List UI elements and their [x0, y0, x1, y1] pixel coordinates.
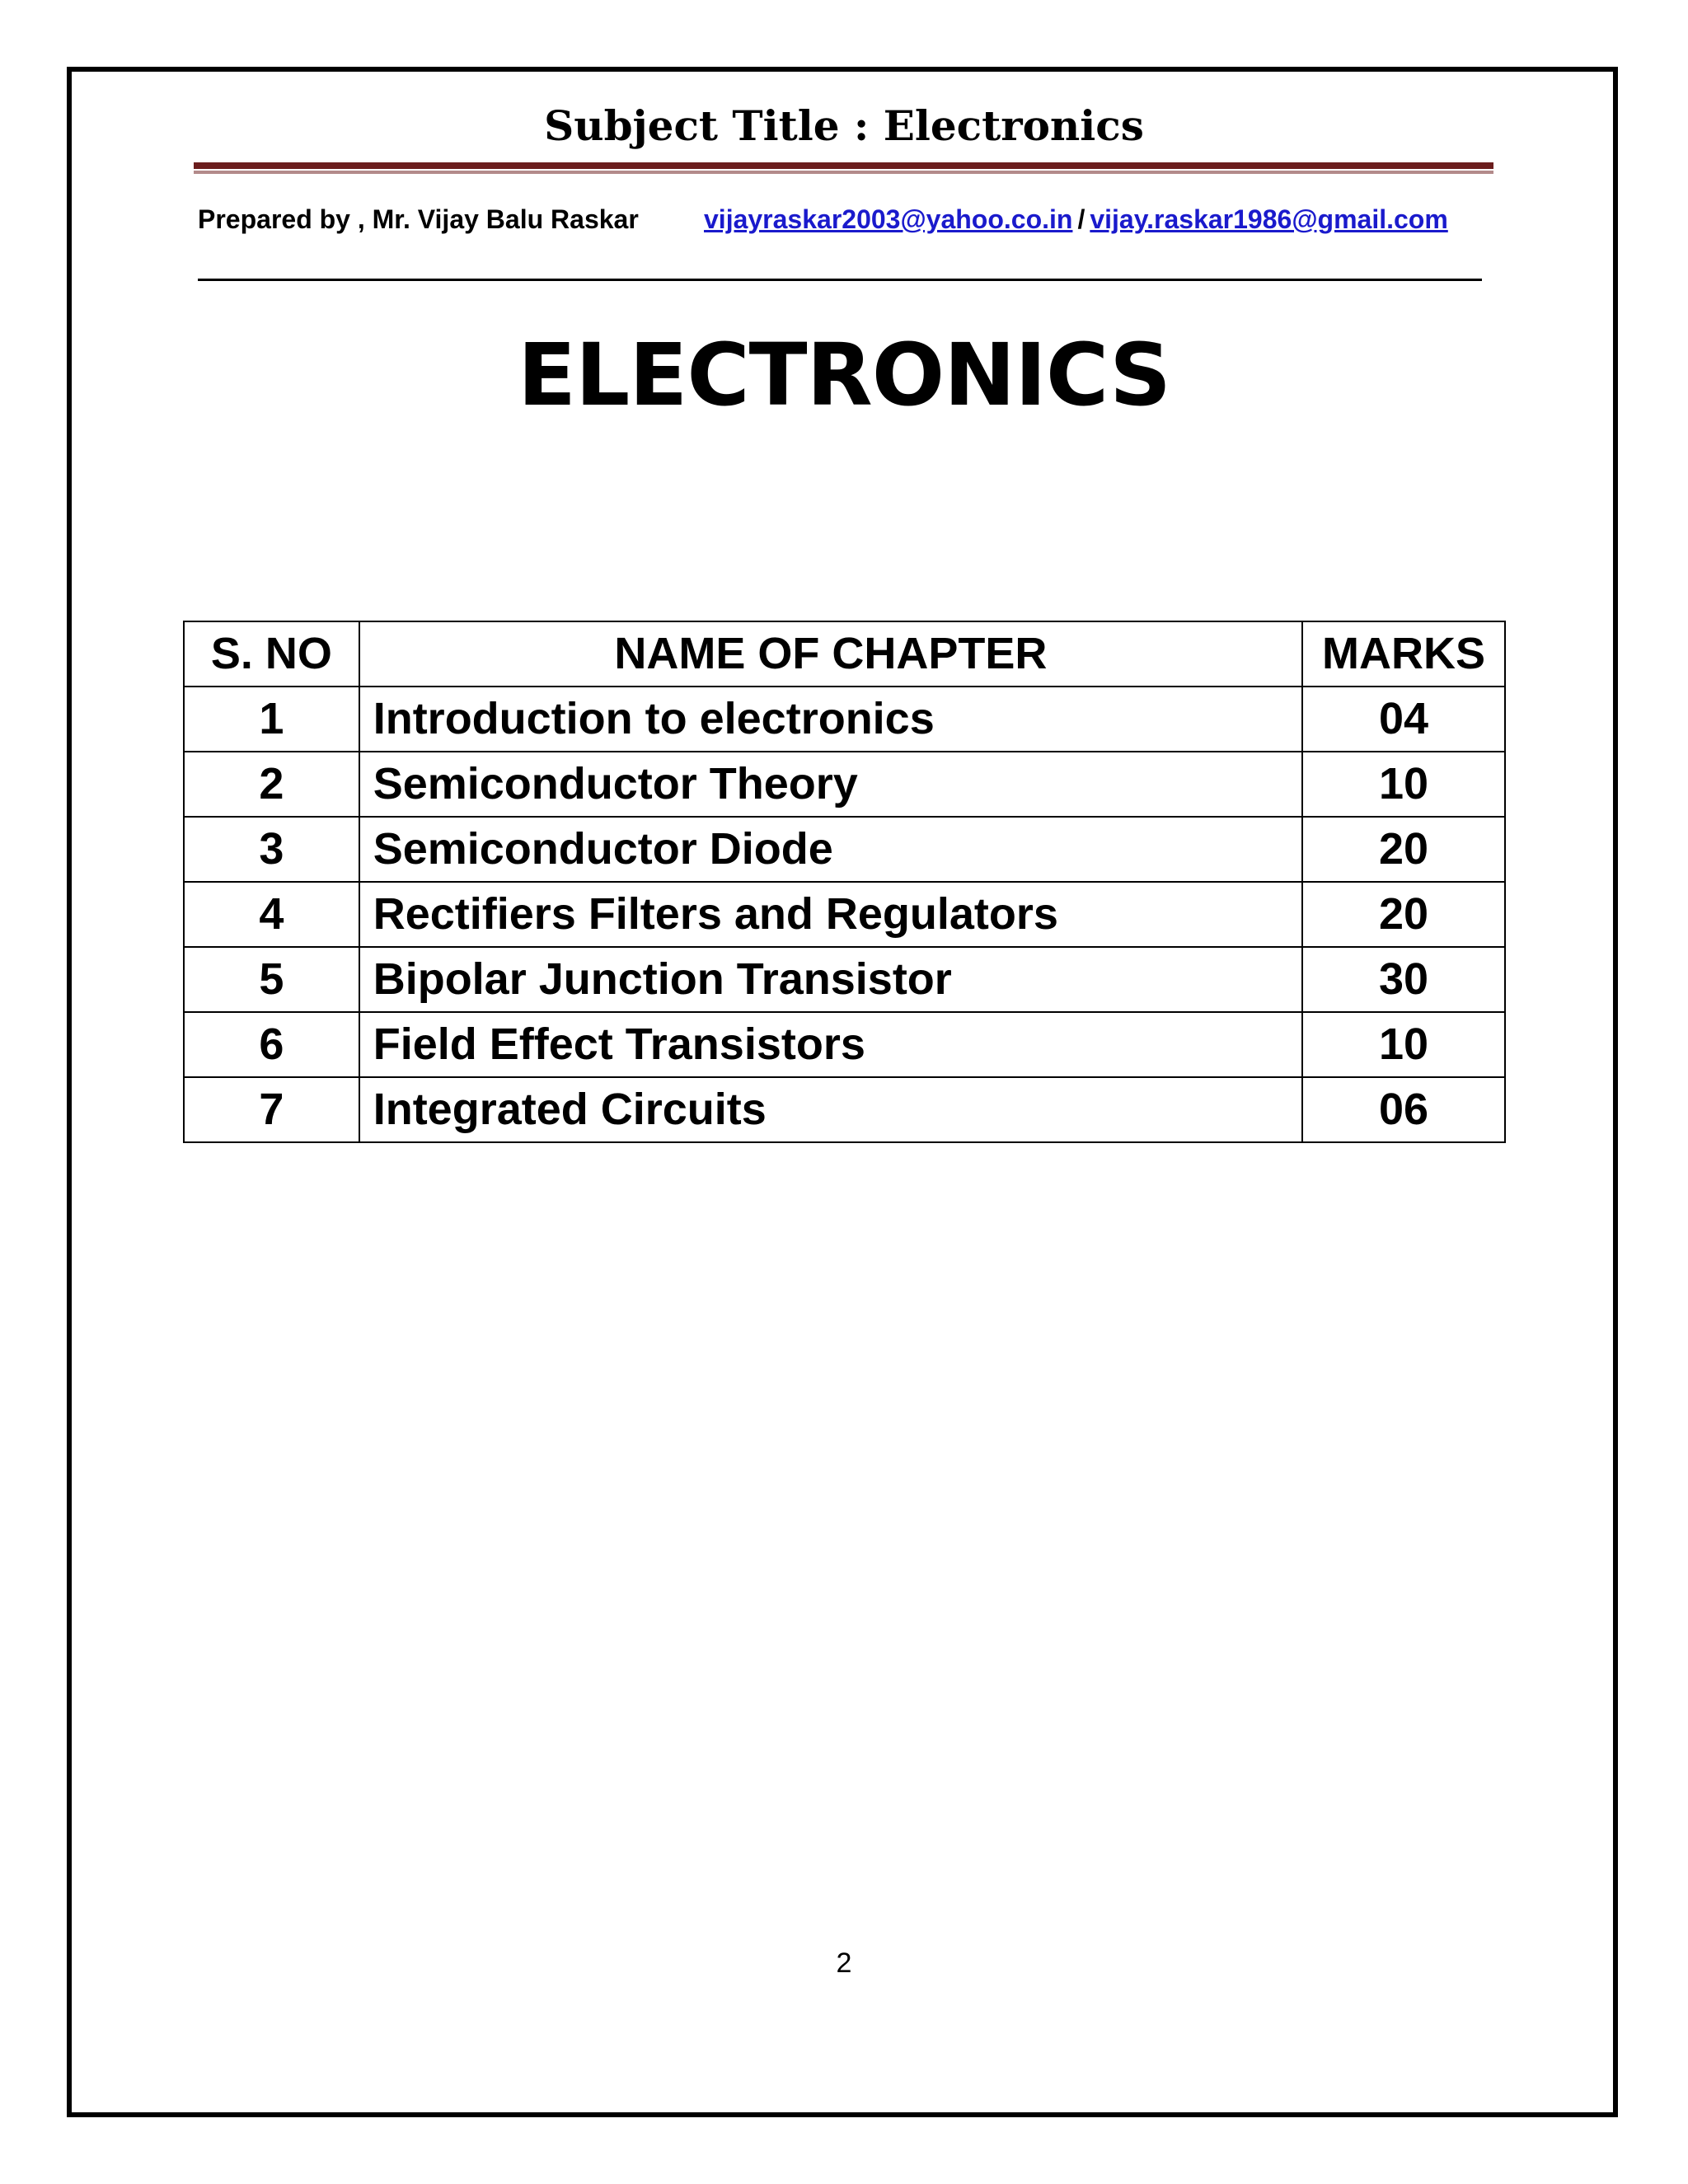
table-row [184, 752, 1505, 817]
cell-sno: 6 [184, 1012, 359, 1077]
header-rule-shadow [194, 171, 1493, 174]
cell-marks: 10 [1302, 752, 1505, 817]
cell-sno: 1 [184, 687, 359, 752]
table-row [184, 687, 1505, 752]
divider-line [198, 279, 1482, 281]
email-link-yahoo[interactable]: vijayraskar2003@yahoo.co.in [704, 204, 1073, 234]
cell-marks: 20 [1302, 882, 1505, 947]
table-row [184, 882, 1505, 947]
table-row [184, 1077, 1505, 1142]
cell-chapter-name: Bipolar Junction Transistor [359, 947, 1302, 1012]
prepared-by-text: Prepared by , Mr. Vijay Balu Raskar [198, 204, 639, 234]
table-row [184, 817, 1505, 882]
cell-chapter-name: Field Effect Transistors [359, 1012, 1302, 1077]
email-links [704, 203, 1448, 236]
cell-sno: 2 [184, 752, 359, 817]
cell-marks: 30 [1302, 947, 1505, 1012]
table-row [184, 1012, 1505, 1077]
table-header-row [184, 621, 1505, 687]
cell-sno: 5 [184, 947, 359, 1012]
column-header-name: NAME OF CHAPTER [359, 621, 1302, 687]
column-header-sno: S. NO [184, 621, 359, 687]
cell-chapter-name: Integrated Circuits [359, 1077, 1302, 1142]
cell-sno: 7 [184, 1077, 359, 1142]
cell-chapter-name: Rectifiers Filters and Regulators [359, 882, 1302, 947]
email-separator: / [1077, 204, 1085, 234]
subject-title: Subject Title : Electronics [544, 101, 1144, 150]
cell-chapter-name: Semiconductor Theory [359, 752, 1302, 817]
header-rule [194, 162, 1493, 169]
prepared-by-row [198, 203, 1492, 236]
cell-sno: 4 [184, 882, 359, 947]
column-header-marks: MARKS [1302, 621, 1505, 687]
page-title: ELECTRONICS [517, 325, 1170, 425]
chapter-table [183, 621, 1506, 1143]
cell-marks: 04 [1302, 687, 1505, 752]
email-link-gmail[interactable]: vijay.raskar1986@gmail.com [1090, 204, 1448, 234]
page-number: 2 [836, 1947, 852, 1979]
table-row [184, 947, 1505, 1012]
cell-marks: 20 [1302, 817, 1505, 882]
cell-chapter-name: Semiconductor Diode [359, 817, 1302, 882]
cell-marks: 10 [1302, 1012, 1505, 1077]
cell-marks: 06 [1302, 1077, 1505, 1142]
cell-chapter-name: Introduction to electronics [359, 687, 1302, 752]
cell-sno: 3 [184, 817, 359, 882]
